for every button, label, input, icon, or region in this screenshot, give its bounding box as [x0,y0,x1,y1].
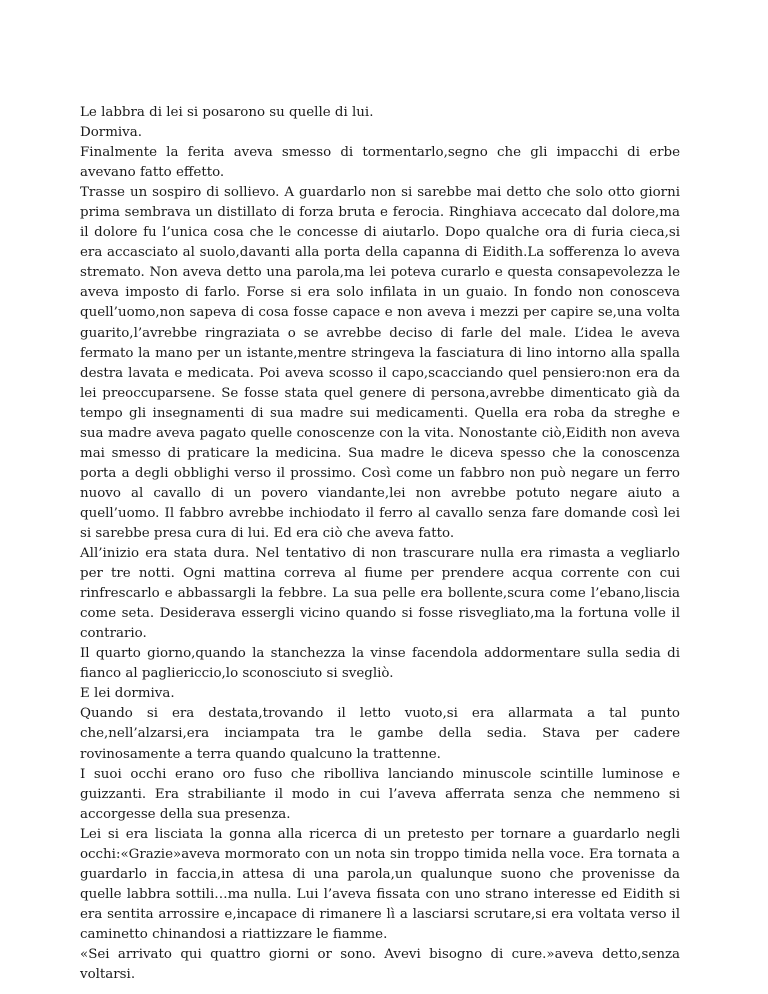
paragraph: All’inizio era stata dura. Nel tentativo di non trascurare nulla era rimasta a vegliarlo per tre notti. Ogni mattina correva al fiume per prendere acqua corrente con cui rinfrescarlo e abbassargli la febbre. La sua pelle era bollente,scura come l’ebano,liscia come seta. Desiderava essergli vicino quando si fosse risvegliato,ma la fortuna volle il contrario. [80,546,680,642]
paragraph: Le labbra di lei si posarono su quelle di lui. [80,105,374,120]
paragraph: I suoi occhi erano oro fuso che ribolliva lanciando minuscole scintille luminose e guizzanti. Era strabiliante il modo in cui l’aveva afferrata senza che nemmeno si accorgesse della sua presenza. [80,766,680,822]
paragraph: Il quarto giorno,quando la stanchezza la vinse facendola addormentare sulla sedia di fianco al pagliericcio,lo sconosciuto si svegliò. [80,646,680,682]
paragraph: Finalmente la ferita aveva smesso di tormentarlo,segno che gli impacchi di erbe avevano fatto effetto. [80,145,680,181]
paragraph: Trasse un sospiro di sollievo. A guardarlo non si sarebbe mai detto che solo otto giorni prima sembrava un distillato di forza bruta e ferocia. Ringhiava accecato dal dolore,ma il dolore fu l’unica cosa che le concesse di aiutarlo. Dopo qualche ora di furia cieca,si era accasciato al suolo,davanti alla porta della capanna di Eidith.La sofferenza lo aveva stremato. Non aveva detto una parola,ma lei poteva curarlo e questa consapevolezza le aveva imposto di farlo. Forse si era solo infilata in un guaio. In fondo non conosceva quell’uomo,non sapeva di cosa fosse capace e non aveva i mezzi per capire se,una volta guarito,l’avrebbe ringraziata o se avrebbe deciso di farle del male. L’idea le aveva fermato la mano per un istante,mentre stringeva la fasciatura di lino intorno alla spalla destra lavata e medicata. Poi aveva scosso il capo,scacciando quel pensiero:non era da lei preoccuparsene. Se fosse stata quel genere di persona,avrebbe dimenticato già da tempo gli insegnamenti di sua madre sui medicamenti. Quella era roba da streghe e sua madre aveva pagato quelle conoscenze con la vita. Nonostante ciò,Eidith non aveva mai smesso di praticare la medicina. Sua madre le diceva spesso che la conoscenza porta a degli obblighi verso il prossimo. Così come un fabbro non può negare un ferro nuovo al cavallo di un povero viandante,lei non avrebbe potuto negare aiuto a quell’uomo. Il fabbro avrebbe inchiodato il ferro al cavallo senza fare domande così lei si sarebbe presa cura di lui. Ed era ciò che aveva fatto. [80,185,680,541]
paragraph: Dormiva. [80,125,142,141]
paragraph: «Sei arrivato qui quattro giorni or sono. Avevi bisogno di cure.»aveva detto,senza voltarsi. [80,946,680,983]
paragraph: E lei dormiva. [80,686,175,702]
story-text [80,103,680,985]
paragraph: Quando si era destata,trovando il letto vuoto,si era allarmata a tal punto che,nell’alzarsi,era inciampata tra le gambe della sedia. Stava per cadere rovinosamente a terra quando qualcuno la trattenne. [80,706,680,762]
paragraph: Lei si era lisciata la gonna alla ricerca di un pretesto per tornare a guardarlo negli occhi:«Grazie»aveva mormorato con un nota sin troppo timida nella voce. Era tornata a guardarlo in faccia,in attesa di una parola,un qualunque suono che provenisse da quelle labbra sottili…ma nulla. Lui l’aveva fissata con uno strano interesse ed Eidith si era sentita arrossire e,incapace di rimanere lì a lasciarsi scrutare,si era voltata verso il caminetto chinandosi a riattizzare le fiamme. [80,826,680,942]
